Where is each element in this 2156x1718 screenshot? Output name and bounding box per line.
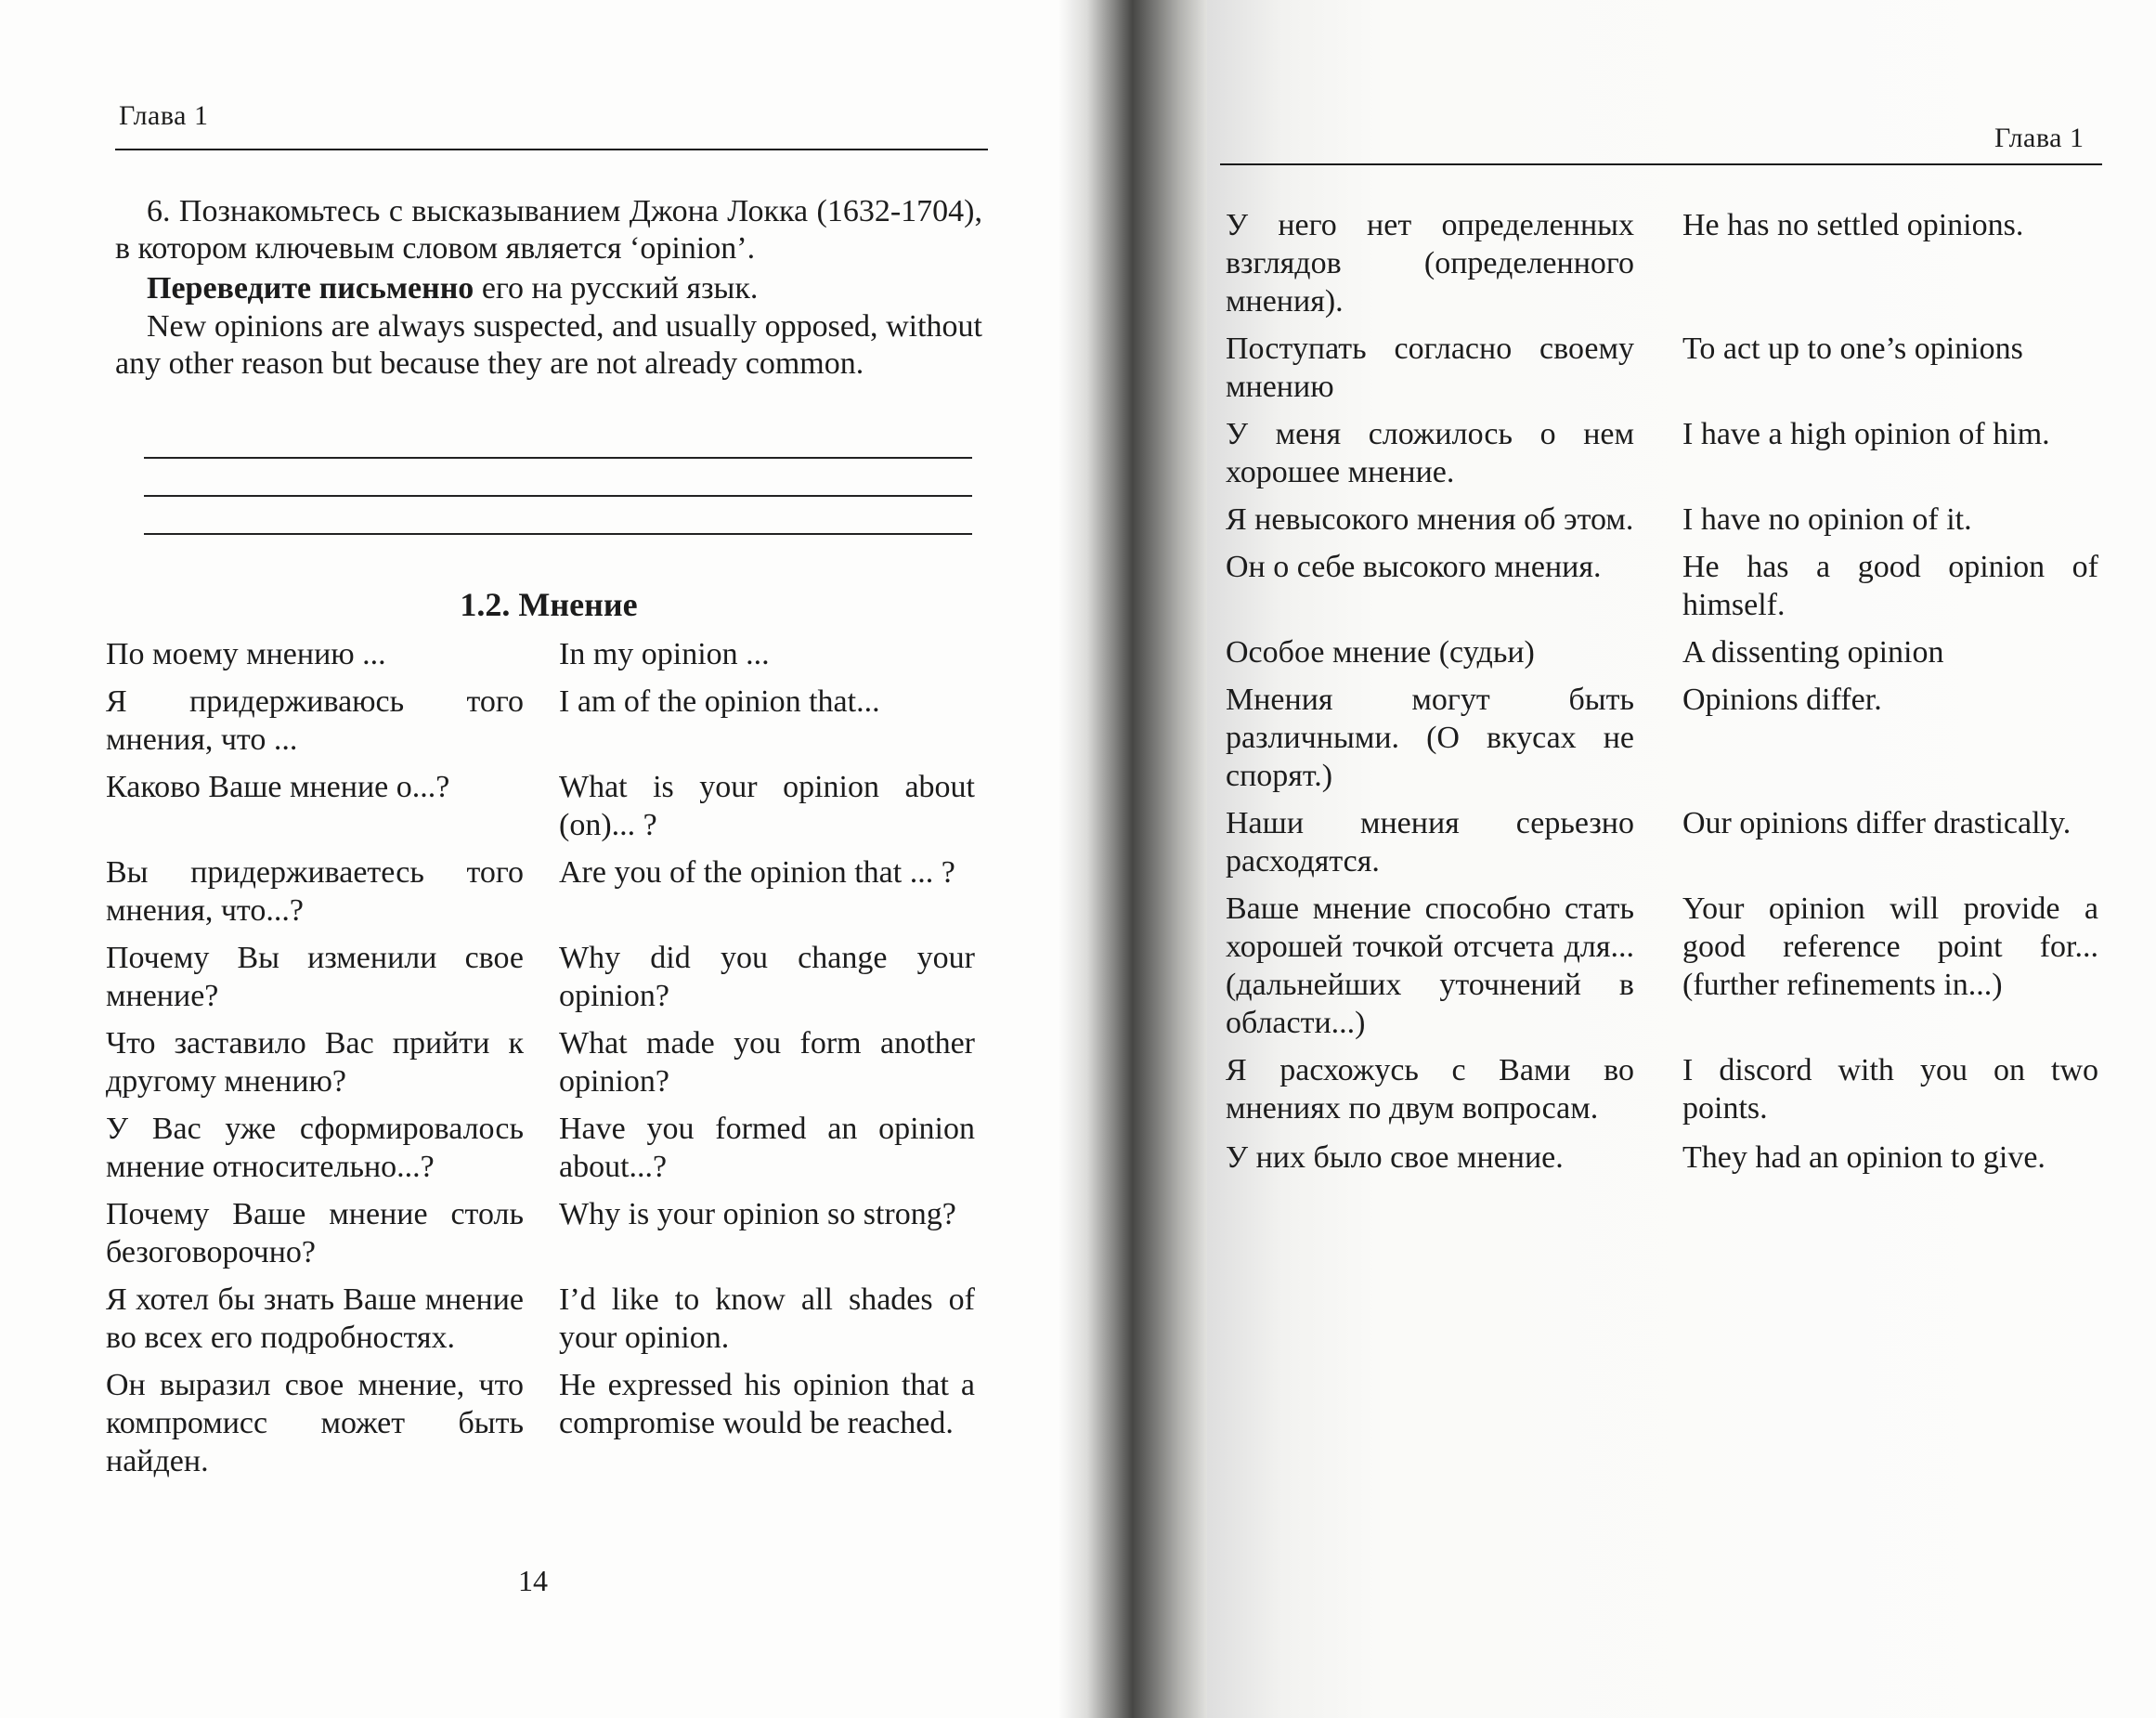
phrase-row (106, 1110, 975, 1186)
phrase-english: Opinions differ. (1682, 683, 1882, 717)
phrase-english: I am of the opinion that... (559, 684, 880, 719)
phrase-row (1226, 633, 2098, 671)
exercise-instruction (115, 270, 982, 307)
translation-line-1[interactable] (144, 457, 972, 459)
phrase-russian: У него нет определенных взглядов (определенного мнения). (1226, 208, 1634, 319)
phrase-row (1226, 206, 2098, 320)
phrase-english: I have no opinion of it. (1682, 502, 1972, 537)
exercise-quote-text: New opinions are always suspected, and usually opposed, without any other reason but because they are not already common. (115, 309, 982, 381)
exercise-quote (115, 308, 982, 383)
phrase-russian: Ваше мнение способно стать хорошей точкой отсчета для... (дальнейших уточнений в области...) (1226, 892, 1634, 1040)
section-title: 1.2. Мнение (460, 586, 638, 623)
phrase-row (106, 1366, 975, 1480)
phrase-english: Our opinions differ drastically. (1682, 806, 2072, 840)
phrase-russian: Что заставило Вас прийти к другому мнению? (106, 1026, 524, 1099)
phrase-russian: Поступать согласно своему мнению (1226, 332, 1634, 404)
phrase-row (1226, 548, 2098, 624)
phrase-russian: Почему Ваше мнение столь безоговорочно? (106, 1197, 524, 1269)
phrase-english: They had an opinion to give. (1682, 1140, 2046, 1175)
phrase-row (106, 1024, 975, 1100)
phrase-row (106, 1281, 975, 1357)
left-header-rule (115, 149, 988, 150)
phrase-russian: У меня сложилось о нем хорошее мнение. (1226, 417, 1634, 489)
phrase-russian: Я придерживаюсь того мнения, что ... (106, 684, 524, 757)
page-number: 14 (518, 1564, 548, 1597)
instruction-rest: его на русский язык. (474, 271, 759, 306)
phrase-row (106, 1195, 975, 1271)
phrase-russian: Мнения могут быть различными. (О вкусах не спорят.) (1226, 683, 1634, 793)
exercise-intro (115, 193, 982, 267)
phrase-row (1226, 890, 2098, 1042)
phrase-russian: У них было свое мнение. (1226, 1140, 1564, 1175)
translation-line-2[interactable] (144, 495, 972, 497)
phrase-russian: Вы придерживаетесь того мнения, что...? (106, 855, 524, 928)
phrase-row (1226, 1139, 2098, 1177)
phrase-english: Why is your opinion so strong? (559, 1197, 956, 1231)
translation-line-3[interactable] (144, 533, 972, 535)
phrase-russian: Особое мнение (судьи) (1226, 635, 1535, 670)
phrase-english: I have a high opinion of him. (1682, 417, 2050, 451)
phrase-russian: По моему мнению ... (106, 637, 386, 671)
left-phrase-table (106, 635, 975, 1490)
left-running-head: Глава 1 (119, 100, 209, 131)
phrase-english: A dissenting opinion (1682, 635, 1944, 670)
phrase-row (106, 683, 975, 759)
phrase-english: Why did you change your opinion? (559, 941, 975, 1013)
phrase-english: Your opinion will provide a good reference point for... (further refinements in...) (1682, 892, 2098, 1002)
phrase-row (1226, 415, 2098, 491)
phrase-russian: Он о себе высокого мнения. (1226, 550, 1602, 584)
phrase-row (1226, 1051, 2098, 1127)
right-page (1207, 0, 2156, 1718)
phrase-row (106, 853, 975, 930)
phrase-english: What made you form another opinion? (559, 1026, 975, 1099)
right-phrase-table (1226, 206, 2098, 1186)
phrase-row (106, 768, 975, 844)
phrase-english: In my opinion ... (559, 637, 770, 671)
phrase-russian: У Вас уже сформировалось мнение относительно...? (106, 1112, 524, 1184)
phrase-russian: Я хотел бы знать Ваше мнение во всех его подробностях. (106, 1282, 524, 1355)
phrase-russian: Он выразил свое мнение, что компромисс может быть найден. (106, 1368, 524, 1478)
phrase-row (106, 635, 975, 673)
phrase-row (1226, 330, 2098, 406)
phrase-english: I discord with you on two points. (1682, 1053, 2098, 1126)
phrase-row (1226, 804, 2098, 880)
right-running-head: Глава 1 (1994, 123, 2085, 153)
phrase-english: He expressed his opinion that a compromise would be reached. (559, 1368, 975, 1440)
phrase-english: He has no settled opinions. (1682, 208, 2024, 242)
phrase-russian: Почему Вы изменили свое мнение? (106, 941, 524, 1013)
phrase-row (1226, 501, 2098, 539)
phrase-russian: Каково Ваше мнение о...? (106, 770, 450, 804)
phrase-english: I’d like to know all shades of your opinion. (559, 1282, 975, 1355)
phrase-english: He has a good opinion of himself. (1682, 550, 2098, 622)
phrase-row (106, 939, 975, 1015)
exercise-intro-text: 6. Познакомьтесь с высказыванием Джона Локка (1632-1704), в котором ключевым словом является ‘opinion’. (115, 194, 982, 266)
phrase-english: Are you of the opinion that ... ? (559, 855, 955, 890)
phrase-russian: Наши мнения серьезно расходятся. (1226, 806, 1634, 879)
phrase-russian: Я невысокого мнения об этом. (1226, 502, 1634, 537)
phrase-row (1226, 681, 2098, 795)
phrase-english: Have you formed an opinion about...? (559, 1112, 975, 1184)
phrase-english: What is your opinion about (on)... ? (559, 770, 975, 842)
right-header-rule (1220, 163, 2102, 165)
phrase-russian: Я расхожусь с Вами во мнениях по двум вопросам. (1226, 1053, 1634, 1126)
instruction-bold: Переведите письменно (147, 271, 474, 306)
phrase-english: To act up to one’s opinions (1682, 332, 2023, 366)
